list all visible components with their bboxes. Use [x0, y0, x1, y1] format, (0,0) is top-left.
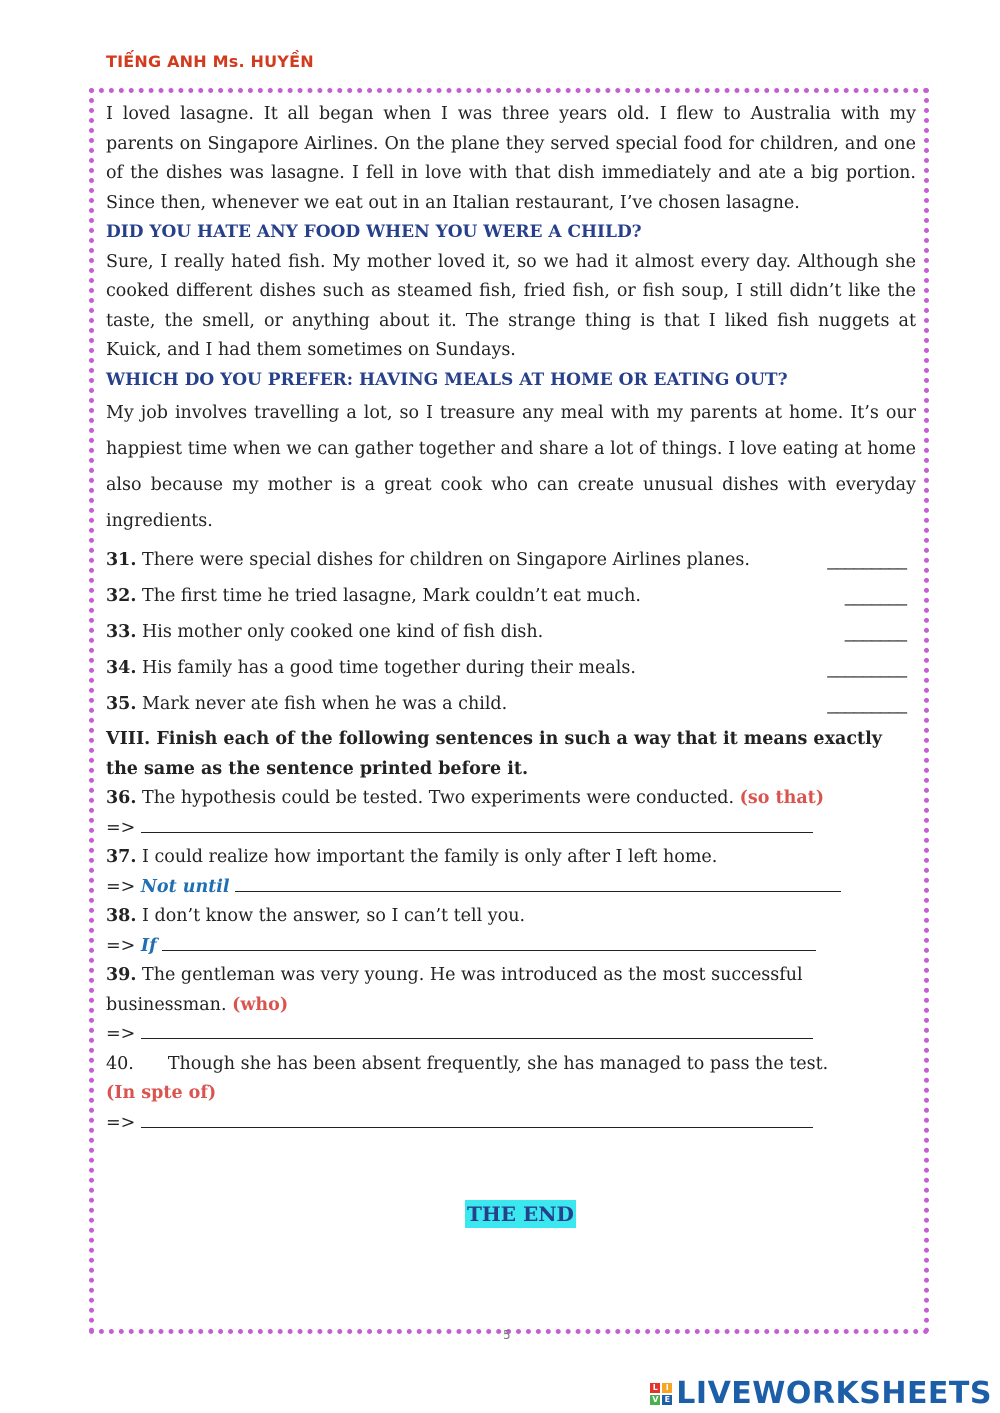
answer-blank-34[interactable]: _________ [827, 658, 906, 679]
question-number: 32. [106, 586, 137, 607]
section-8-heading: VIII. Finish each of the following sentences in such a way that it means exactly the same as the sentence printed before it. [106, 729, 882, 779]
question-statement: There were special dishes for children on Singapore Airlines planes. [136, 550, 750, 571]
question-number: 40. [106, 1053, 134, 1074]
tf-question-31 [106, 543, 916, 579]
page-number: 5 [503, 1328, 511, 1342]
question-number: 39. [106, 965, 137, 985]
question-statement: The gentleman was very young. He was introduced as the most successful businessman. [106, 965, 803, 1015]
answer-input-39[interactable] [141, 1024, 813, 1039]
tf-question-text [106, 582, 641, 612]
question-statement: Mark never ate fish when he was a child. [136, 694, 508, 715]
answer-line-37 [106, 873, 916, 903]
answer-line-40 [106, 1109, 916, 1139]
question-heading-2: DID YOU HATE ANY FOOD WHEN YOU WERE A CHILD? [106, 222, 642, 242]
answer-input-38[interactable] [162, 936, 816, 951]
arrow-label: => [106, 876, 136, 897]
question-number: 31. [106, 550, 137, 571]
question-statement: The first time he tried lasagne, Mark couldn’t eat much. [136, 586, 641, 607]
header-brand: TIẾNG ANH Ms. HUYỀN [106, 52, 314, 71]
arrow-label: => [106, 1112, 136, 1133]
question-statement: I could realize how important the family is only after I left home. [136, 847, 718, 867]
tf-question-text [106, 654, 636, 684]
arrow-label: => [106, 817, 136, 838]
answer-blank-35[interactable]: _________ [827, 694, 906, 715]
question-statement: Though she has been absent frequently, she has managed to pass the test. [167, 1053, 829, 1074]
hint-keyword: (In spte of) [106, 1083, 217, 1103]
tf-question-33 [106, 615, 916, 651]
hint-keyword: (so that) [739, 788, 825, 808]
the-end-label: THE END [467, 1202, 574, 1226]
question-number: 35. [106, 694, 137, 715]
hint-keyword: (who) [232, 994, 289, 1015]
tf-question-text [106, 546, 750, 576]
tf-question-text [106, 690, 507, 720]
answer-input-37[interactable] [235, 877, 841, 892]
answer-input-36[interactable] [141, 818, 813, 833]
answer-blank-32[interactable]: _______ [844, 586, 906, 607]
answer-input-40[interactable] [141, 1113, 813, 1128]
answer-line-36 [106, 814, 916, 844]
answer-line-39 [106, 1020, 916, 1050]
sentence-starter: Not until [140, 876, 230, 897]
tf-question-text [106, 618, 543, 648]
arrow-label: => [106, 935, 136, 956]
reading-paragraph-1: I loved lasagne. It all began when I was three years old. I flew to Australia with my parents on Singapore Airlines. On the plane they served special food for children, and one of the dishes was lasagne. I fell in love with that dish immediately and ate a big portion. Since then, whenever we eat out in an Italian restaurant, I’ve chosen lasagne. [106, 104, 916, 213]
answer-blank-33[interactable]: _______ [844, 622, 906, 643]
rewrite-question-40 [106, 1050, 916, 1109]
logo-text: LIVEWORKSHEETS [676, 1376, 992, 1411]
answer-line-38 [106, 932, 916, 962]
tf-question-34 [106, 651, 916, 687]
liveworksheets-logo[interactable] [650, 1376, 992, 1411]
question-statement: His family has a good time together during their meals. [136, 658, 636, 679]
rewrite-question-38 [106, 902, 916, 932]
rewrite-question-36 [106, 784, 916, 814]
rewrite-question-39 [106, 961, 916, 1020]
question-statement: I don’t know the answer, so I can’t tell you. [136, 906, 526, 926]
question-number: 38. [106, 906, 137, 926]
question-number: 37. [106, 847, 137, 867]
worksheet-content [106, 100, 916, 1138]
question-statement: The hypothesis could be tested. Two experiments were conducted. [136, 788, 740, 808]
logo-mark-icon: L I V E [650, 1383, 672, 1405]
tf-question-32 [106, 579, 916, 615]
question-number: 36. [106, 788, 137, 808]
question-number: 33. [106, 622, 137, 643]
question-statement: His mother only cooked one kind of fish dish. [136, 622, 544, 643]
reading-paragraph-2: Sure, I really hated fish. My mother loved it, so we had it almost every day. Although she cooked different dishes such as steamed fish, fried fish, or fish soup, I still didn’t like the taste, the smell, or anything about it. The strange thing is that I liked fish nuggets at Kuick, and I had them sometimes on Sundays. [106, 251, 916, 360]
sentence-starter: If [140, 935, 157, 956]
question-heading-3: WHICH DO YOU PREFER: HAVING MEALS AT HOME OR EATING OUT? [106, 369, 788, 390]
answer-blank-31[interactable]: _________ [827, 550, 906, 571]
question-number: 34. [106, 658, 137, 679]
tf-question-35 [106, 687, 916, 723]
rewrite-question-37 [106, 843, 916, 873]
true-false-list [106, 543, 916, 723]
reading-paragraph-3: My job involves travelling a lot, so I treasure any meal with my parents at home. It’s our happiest time when we can gather together and share a lot of things. I love eating at home also because my mother is a great cook who can create unusual dishes with everyday ingredients. [106, 403, 916, 531]
arrow-label: => [106, 1024, 136, 1044]
